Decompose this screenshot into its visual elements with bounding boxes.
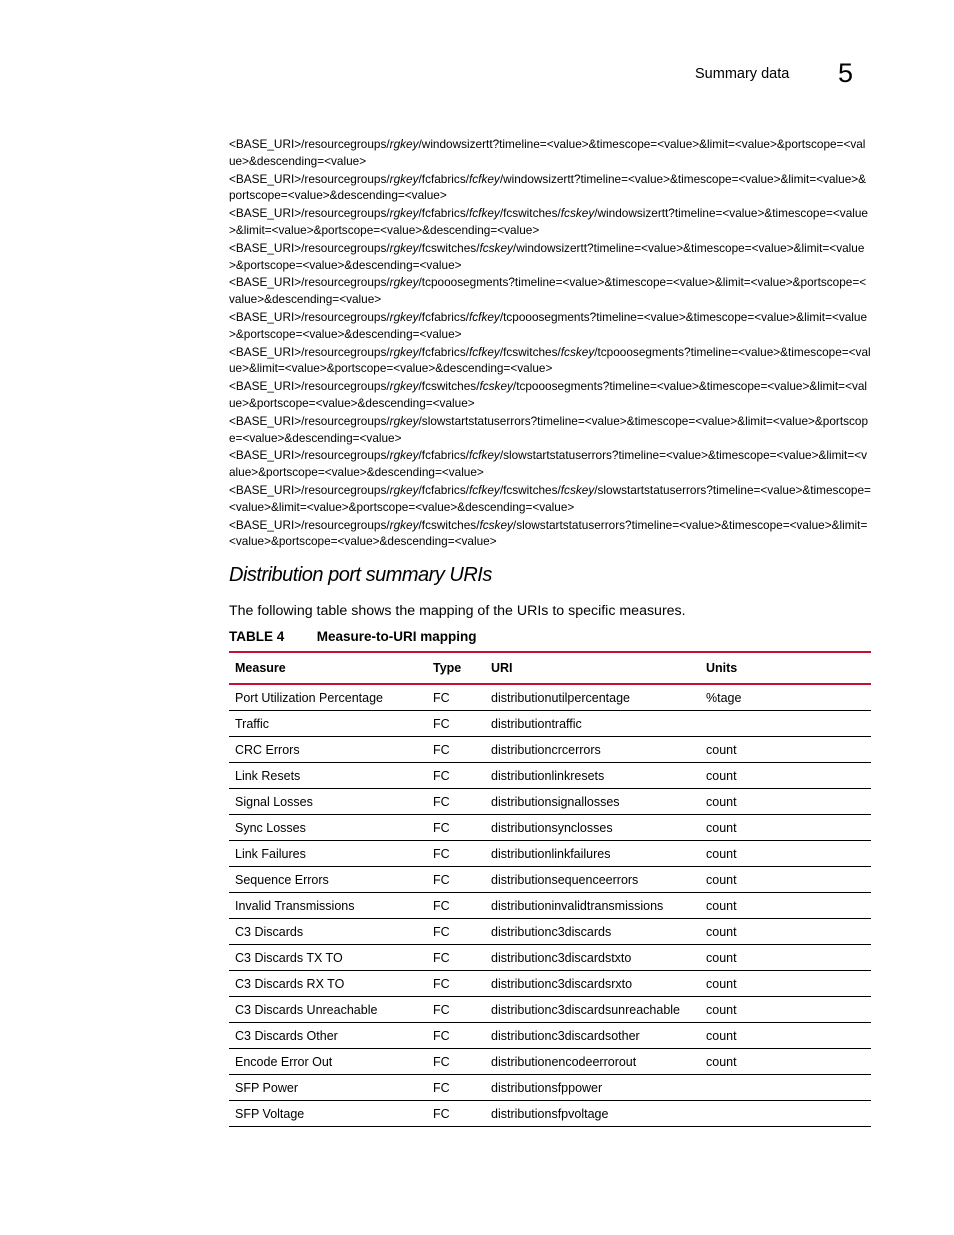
table-row bbox=[229, 1023, 871, 1049]
cell-uri: distributionsignallosses bbox=[485, 789, 700, 815]
intro-paragraph: The following table shows the mapping of the URIs to specific measures. bbox=[229, 603, 686, 619]
cell-type: FC bbox=[427, 997, 485, 1023]
cell-measure: C3 Discards Other bbox=[229, 1023, 427, 1049]
uri-line bbox=[229, 240, 871, 274]
cell-measure: Link Resets bbox=[229, 763, 427, 789]
table-row bbox=[229, 841, 871, 867]
uri-line bbox=[229, 171, 871, 205]
chapter-number: 5 bbox=[838, 58, 854, 88]
uri-placeholder: rgkey bbox=[389, 379, 419, 394]
uri-placeholder: rgkey bbox=[389, 517, 419, 532]
cell-units: count bbox=[700, 919, 871, 945]
uri-text: <BASE_URI>/resourcegroups/ bbox=[229, 240, 390, 255]
cell-type: FC bbox=[427, 1023, 485, 1049]
uri-text: /fcswitches/ bbox=[499, 344, 561, 359]
uri-placeholder: rgkey bbox=[389, 448, 419, 463]
uri-text: /fcswitches/ bbox=[418, 240, 480, 255]
cell-uri: distributionsequenceerrors bbox=[485, 867, 700, 893]
cell-units bbox=[700, 711, 871, 737]
cell-measure: SFP Voltage bbox=[229, 1101, 427, 1127]
cell-units: count bbox=[700, 815, 871, 841]
uri-text: <BASE_URI>/resourcegroups/ bbox=[229, 206, 390, 221]
uri-placeholder: rgkey bbox=[389, 171, 419, 186]
cell-uri: distributionc3discardsrxto bbox=[485, 971, 700, 997]
uri-line bbox=[229, 274, 871, 308]
cell-uri: distributionlinkfailures bbox=[485, 841, 700, 867]
uri-text: /tcpooosegments?timeline=<value>&timescope=<value>&limit=<value>&portscope=<value>&descending=<value> bbox=[229, 275, 867, 307]
cell-uri: distributionc3discardsother bbox=[485, 1023, 700, 1049]
table-header-row bbox=[229, 652, 871, 684]
section-title: Summary data bbox=[695, 66, 790, 82]
uri-placeholder: fcskey bbox=[479, 517, 513, 532]
cell-units: count bbox=[700, 971, 871, 997]
cell-units bbox=[700, 1075, 871, 1101]
cell-type: FC bbox=[427, 867, 485, 893]
uri-placeholder: fcskey bbox=[479, 240, 513, 255]
uri-text: /windowsizertt?timeline=<value>&timescope=<value>&limit=<value>&portscope=<value>&descending=<value> bbox=[229, 240, 865, 272]
cell-type: FC bbox=[427, 711, 485, 737]
uri-text: <BASE_URI>/resourcegroups/ bbox=[229, 275, 390, 290]
cell-units: count bbox=[700, 841, 871, 867]
uri-placeholder: rgkey bbox=[389, 413, 419, 428]
uri-placeholder: fcskey bbox=[479, 379, 513, 394]
running-header bbox=[0, 58, 954, 98]
cell-measure: Port Utilization Percentage bbox=[229, 684, 427, 711]
table-row bbox=[229, 971, 871, 997]
cell-measure: Signal Losses bbox=[229, 789, 427, 815]
uri-line bbox=[229, 413, 871, 447]
uri-text: /fcswitches/ bbox=[499, 482, 561, 497]
uri-placeholder: fcfkey bbox=[469, 448, 500, 463]
measure-uri-table bbox=[229, 651, 871, 1127]
uri-line bbox=[229, 447, 871, 481]
cell-type: FC bbox=[427, 789, 485, 815]
uri-text: /fcfabrics/ bbox=[418, 171, 469, 186]
table-row bbox=[229, 1101, 871, 1127]
uri-text: /windowsizertt?timeline=<value>&timescope=<value>&limit=<value>&portscope=<value>&descending=<value> bbox=[229, 137, 866, 168]
column-header-measure: Measure bbox=[229, 652, 427, 684]
cell-measure: Link Failures bbox=[229, 841, 427, 867]
uri-placeholder: fcfkey bbox=[469, 309, 500, 324]
cell-uri: distributiontraffic bbox=[485, 711, 700, 737]
cell-type: FC bbox=[427, 815, 485, 841]
uri-placeholder: rgkey bbox=[389, 206, 419, 221]
cell-measure: Traffic bbox=[229, 711, 427, 737]
uri-text: <BASE_URI>/resourcegroups/ bbox=[229, 413, 390, 428]
uri-line bbox=[229, 136, 871, 170]
cell-uri: distributionsynclosses bbox=[485, 815, 700, 841]
cell-uri: distributionc3discardsunreachable bbox=[485, 997, 700, 1023]
uri-placeholder: rgkey bbox=[389, 482, 419, 497]
uri-placeholder: fcskey bbox=[560, 206, 595, 221]
uri-text: /tcpooosegments?timeline=<value>&timescope=<value>&limit=<value>&portscope=<value>&descending=<value> bbox=[229, 309, 868, 341]
table-caption bbox=[229, 629, 477, 644]
uri-text: <BASE_URI>/resourcegroups/ bbox=[229, 344, 390, 359]
uri-placeholder: fcfkey bbox=[469, 206, 500, 221]
cell-units: count bbox=[700, 1023, 871, 1049]
cell-units: %tage bbox=[700, 684, 871, 711]
table-number: TABLE 4 bbox=[229, 629, 285, 644]
uri-line bbox=[229, 309, 871, 343]
cell-type: FC bbox=[427, 945, 485, 971]
cell-uri: distributionlinkresets bbox=[485, 763, 700, 789]
cell-units bbox=[700, 1101, 871, 1127]
cell-measure: C3 Discards RX TO bbox=[229, 971, 427, 997]
cell-type: FC bbox=[427, 763, 485, 789]
table-row bbox=[229, 737, 871, 763]
uri-placeholder: fcskey bbox=[560, 344, 595, 359]
cell-units: count bbox=[700, 997, 871, 1023]
uri-placeholder: rgkey bbox=[389, 344, 419, 359]
table-row bbox=[229, 1049, 871, 1075]
cell-units: count bbox=[700, 945, 871, 971]
cell-measure: C3 Discards Unreachable bbox=[229, 997, 427, 1023]
uri-text: /tcpooosegments?timeline=<value>&timescope=<value>&limit=<value>&portscope=<value>&descending=<value> bbox=[229, 344, 871, 376]
cell-type: FC bbox=[427, 971, 485, 997]
column-header-type: Type bbox=[427, 652, 485, 684]
uri-text: /windowsizertt?timeline=<value>&timescope=<value>&limit=<value>&portscope=<value>&descending=<value> bbox=[229, 171, 867, 203]
cell-type: FC bbox=[427, 841, 485, 867]
cell-units: count bbox=[700, 737, 871, 763]
table-row bbox=[229, 815, 871, 841]
uri-text: /slowstartstatuserrors?timeline=<value>&timescope=<value>&limit=<value>&portscope=<value>&descending=<value> bbox=[229, 517, 868, 549]
uri-text: /fcfabrics/ bbox=[418, 206, 469, 221]
cell-uri: distributionsfpvoltage bbox=[485, 1101, 700, 1127]
uri-text: <BASE_URI>/resourcegroups/ bbox=[229, 517, 390, 532]
cell-type: FC bbox=[427, 737, 485, 763]
uri-text: /windowsizertt?timeline=<value>&timescope=<value>&limit=<value>&portscope=<value>&descending=<value> bbox=[229, 206, 868, 237]
uri-text: /fcswitches/ bbox=[418, 379, 480, 394]
cell-type: FC bbox=[427, 1049, 485, 1075]
cell-uri: distributioninvalidtransmissions bbox=[485, 893, 700, 919]
uri-line bbox=[229, 482, 871, 516]
uri-placeholder: fcfkey bbox=[469, 482, 500, 497]
uri-line bbox=[229, 378, 871, 412]
uri-line bbox=[229, 344, 871, 378]
uri-text: <BASE_URI>/resourcegroups/ bbox=[229, 379, 390, 394]
uri-text: <BASE_URI>/resourcegroups/ bbox=[229, 171, 390, 186]
table-body bbox=[229, 684, 871, 1127]
uri-text: /fcswitches/ bbox=[499, 206, 561, 221]
table-row bbox=[229, 945, 871, 971]
uri-placeholder: fcfkey bbox=[469, 171, 500, 186]
column-header-units: Units bbox=[700, 652, 871, 684]
uri-line bbox=[229, 205, 871, 239]
cell-uri: distributionsfppower bbox=[485, 1075, 700, 1101]
uri-placeholder: rgkey bbox=[389, 275, 419, 290]
uri-placeholder: fcskey bbox=[560, 482, 595, 497]
cell-measure: C3 Discards TX TO bbox=[229, 945, 427, 971]
uri-text: <BASE_URI>/resourcegroups/ bbox=[229, 137, 390, 151]
cell-uri: distributionencodeerrorout bbox=[485, 1049, 700, 1075]
cell-units: count bbox=[700, 1049, 871, 1075]
table-row bbox=[229, 684, 871, 711]
cell-measure: Encode Error Out bbox=[229, 1049, 427, 1075]
table-row bbox=[229, 1075, 871, 1101]
cell-uri: distributionc3discards bbox=[485, 919, 700, 945]
uri-text: /slowstartstatuserrors?timeline=<value>&timescope=<value>&limit=<value>&portscope=<value>&descending=<value> bbox=[229, 448, 868, 480]
uri-list bbox=[229, 136, 871, 551]
uri-text: /slowstartstatuserrors?timeline=<value>&timescope=<value>&limit=<value>&portscope=<value>&descending=<value> bbox=[229, 482, 871, 514]
cell-units: count bbox=[700, 893, 871, 919]
uri-text: /fcfabrics/ bbox=[418, 344, 469, 359]
table-row bbox=[229, 763, 871, 789]
cell-measure: Sync Losses bbox=[229, 815, 427, 841]
uri-placeholder: rgkey bbox=[389, 309, 419, 324]
table-title: Measure-to-URI mapping bbox=[316, 629, 477, 644]
uri-text: <BASE_URI>/resourcegroups/ bbox=[229, 482, 390, 497]
table-row bbox=[229, 711, 871, 737]
cell-units: count bbox=[700, 789, 871, 815]
table-row bbox=[229, 919, 871, 945]
cell-uri: distributionc3discardstxto bbox=[485, 945, 700, 971]
cell-uri: distributioncrcerrors bbox=[485, 737, 700, 763]
uri-text: /fcfabrics/ bbox=[418, 309, 469, 324]
cell-type: FC bbox=[427, 1075, 485, 1101]
cell-type: FC bbox=[427, 1101, 485, 1127]
section-heading: Distribution port summary URIs bbox=[229, 564, 492, 586]
cell-measure: SFP Power bbox=[229, 1075, 427, 1101]
uri-line bbox=[229, 517, 871, 551]
cell-type: FC bbox=[427, 893, 485, 919]
cell-measure: Invalid Transmissions bbox=[229, 893, 427, 919]
uri-text: <BASE_URI>/resourcegroups/ bbox=[229, 309, 390, 324]
column-header-uri: URI bbox=[485, 652, 700, 684]
uri-placeholder: rgkey bbox=[389, 240, 419, 255]
cell-type: FC bbox=[427, 684, 485, 711]
table-row bbox=[229, 867, 871, 893]
uri-text: /fcswitches/ bbox=[418, 517, 480, 532]
cell-type: FC bbox=[427, 919, 485, 945]
uri-text: /fcfabrics/ bbox=[418, 482, 469, 497]
cell-units: count bbox=[700, 763, 871, 789]
uri-placeholder: rgkey bbox=[389, 137, 419, 151]
cell-units: count bbox=[700, 867, 871, 893]
uri-text: /slowstartstatuserrors?timeline=<value>&timescope=<value>&limit=<value>&portscope=<value>&descending=<value> bbox=[229, 413, 869, 445]
table-row bbox=[229, 997, 871, 1023]
uri-text: <BASE_URI>/resourcegroups/ bbox=[229, 448, 390, 463]
uri-placeholder: fcfkey bbox=[469, 344, 500, 359]
cell-uri: distributionutilpercentage bbox=[485, 684, 700, 711]
table-row bbox=[229, 789, 871, 815]
uri-text: /fcfabrics/ bbox=[418, 448, 469, 463]
cell-measure: C3 Discards bbox=[229, 919, 427, 945]
cell-measure: Sequence Errors bbox=[229, 867, 427, 893]
uri-text: /tcpooosegments?timeline=<value>&timescope=<value>&limit=<value>&portscope=<value>&descending=<value> bbox=[229, 379, 868, 410]
table-row bbox=[229, 893, 871, 919]
cell-measure: CRC Errors bbox=[229, 737, 427, 763]
